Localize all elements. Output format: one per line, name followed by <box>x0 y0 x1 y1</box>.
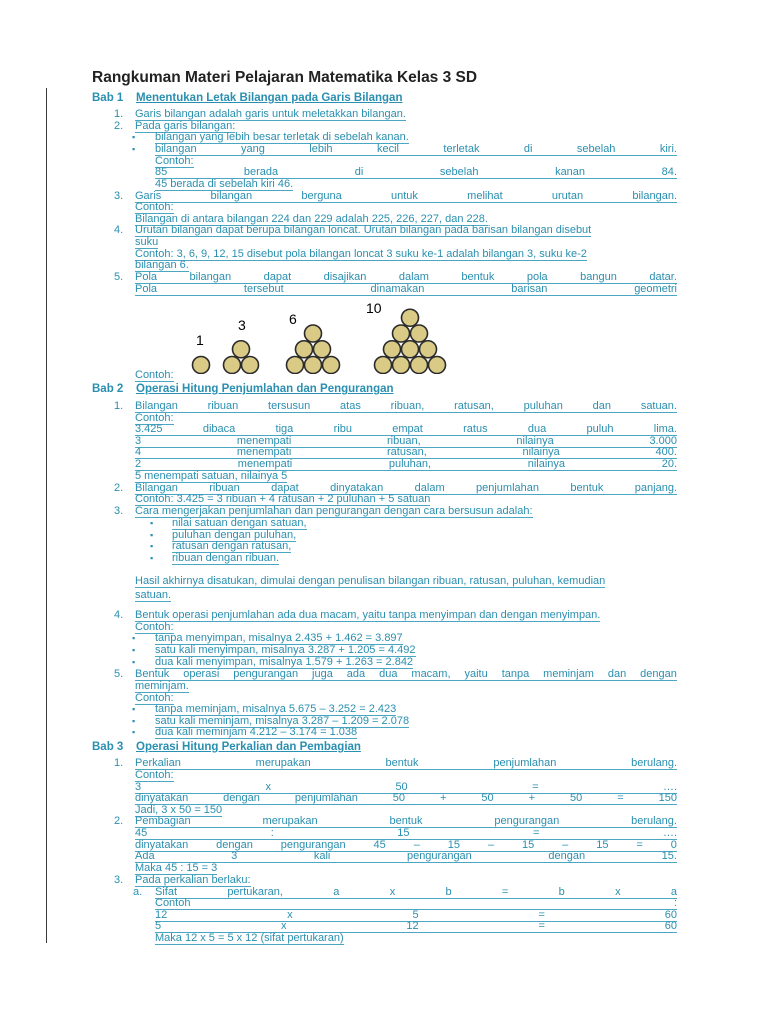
word: puluhan, <box>388 458 432 470</box>
text-line: Contoh: <box>155 155 194 167</box>
text-line: Contoh: <box>135 769 174 781</box>
ball <box>402 341 419 358</box>
text-line: suku <box>135 236 159 248</box>
chapter-title: Operasi Hitung Penjumlahan dan Pengurangan <box>136 383 394 395</box>
chapter-title: Menentukan Letak Bilangan pada Garis Bilangan <box>136 92 403 104</box>
word: dalam <box>398 271 429 283</box>
word: nilainya <box>522 446 560 458</box>
bullet-icon: ▪ <box>132 727 136 737</box>
word: kiri. <box>659 143 677 155</box>
text-line: 5 menempati satuan, nilainya 5 <box>135 470 288 482</box>
text-line: satuan. <box>135 589 172 601</box>
word: 15. <box>661 850 677 862</box>
item-number: 1. <box>114 400 124 412</box>
text-line: Pada perkalian berlaku: <box>135 874 251 886</box>
word: dengan <box>548 850 586 862</box>
word: Bentuk <box>135 668 170 680</box>
word: penjumlahan <box>476 482 539 494</box>
word: disajikan <box>323 271 367 283</box>
word: bentuk <box>461 271 495 283</box>
word: 4 <box>135 446 142 458</box>
text-line: Contoh: <box>135 412 174 424</box>
bullet-icon: ▪ <box>150 541 154 551</box>
word: kanan <box>555 166 586 178</box>
ball <box>224 357 241 374</box>
chapter-heading-bab2 <box>92 383 394 395</box>
word: untuk <box>391 190 418 202</box>
text-line: Contoh: 3.425 = 3 ribuan + 4 ratusan + 2 puluhan + 5 satuan <box>135 493 431 505</box>
item-number: 3. <box>114 874 124 886</box>
word: di <box>354 166 364 178</box>
word: penjumlahan <box>493 757 557 769</box>
word: 400. <box>655 446 677 458</box>
word: Bilangan <box>135 400 178 412</box>
word: – <box>487 839 495 851</box>
word: 15 <box>596 839 609 851</box>
word: = <box>636 839 643 851</box>
ball <box>402 309 419 326</box>
word: bangun <box>580 271 617 283</box>
word: yaitu <box>464 668 488 680</box>
word: di <box>523 143 533 155</box>
word: macam, <box>411 668 451 680</box>
text-line: Contoh: <box>135 692 174 704</box>
justified-line <box>155 143 677 156</box>
word: 0 <box>670 839 677 851</box>
word: 15 <box>447 839 461 851</box>
word: x <box>615 886 621 898</box>
word: dua <box>527 423 547 435</box>
word: a <box>333 886 340 898</box>
word: dinyatakan <box>330 482 384 494</box>
word: merupakan <box>255 757 311 769</box>
text-line: nilai satuan dengan satuan, <box>172 517 307 529</box>
text-line: meminjam. <box>135 680 189 692</box>
word: yang <box>241 143 265 155</box>
justified-line <box>135 668 677 681</box>
text-line: bilangan 6. <box>135 259 189 271</box>
ball <box>287 357 304 374</box>
word: 45 <box>135 827 148 839</box>
word: ribuan <box>207 400 239 412</box>
text-line: dua kali meminjam 4.212 – 3.174 = 1.038 <box>155 726 358 738</box>
word: + <box>528 792 536 804</box>
word: – <box>562 839 569 851</box>
text-line: Garis bilangan adalah garis untuk meletakkan bilangan. <box>135 108 406 120</box>
item-number: 2. <box>114 815 124 827</box>
item-letter: a. <box>133 886 143 898</box>
item-number: 3. <box>114 190 124 202</box>
word: pola <box>526 271 548 283</box>
word: dua <box>379 668 398 680</box>
word: x <box>287 909 293 921</box>
page-title: Rangkuman Materi Pelajaran Matematika Kelas 3 SD <box>92 69 478 86</box>
ball <box>411 357 428 374</box>
word: berguna <box>301 190 342 202</box>
word: nilainya <box>527 458 566 470</box>
word: panjang. <box>634 482 677 494</box>
word: lebih <box>309 143 333 155</box>
word: + <box>440 792 447 804</box>
word: tiga <box>275 423 294 435</box>
word: 3 <box>135 435 142 447</box>
text-line: Jadi, 3 x 50 = 150 <box>135 804 223 816</box>
item-number: 2. <box>114 482 124 494</box>
word: Perkalian <box>135 757 181 769</box>
ball <box>393 357 410 374</box>
word: 2 <box>135 458 142 470</box>
chapter-label: Bab 1 <box>92 92 124 104</box>
word: pengurangan <box>280 839 346 851</box>
bullet-icon: ▪ <box>132 633 136 643</box>
word: – <box>413 839 420 851</box>
word: : <box>673 897 677 909</box>
word: bentuk <box>389 815 423 827</box>
word: dinyatakan <box>135 839 189 851</box>
text-line: Pada garis bilangan: <box>135 120 236 132</box>
word: bilangan. <box>632 190 677 202</box>
word: ribuan <box>209 482 240 494</box>
ball <box>314 341 331 358</box>
ball-group <box>193 309 446 373</box>
word: menempati <box>236 435 292 447</box>
word: 150 <box>658 792 677 804</box>
justified-line <box>135 190 677 203</box>
chapter-heading-bab1 <box>92 92 402 104</box>
ball <box>384 341 401 358</box>
triangular-number-figure <box>180 298 500 374</box>
page-margin-line <box>46 88 47 943</box>
text-line: ribuan dengan ribuan. <box>172 552 280 564</box>
word: kali <box>313 850 331 862</box>
text-line: 45 berada di sebelah kiri 46. <box>155 178 294 190</box>
word: Pembagian <box>135 815 191 827</box>
figure-label: 10 <box>366 300 382 316</box>
word: a <box>670 886 677 898</box>
ball <box>193 357 210 374</box>
word: 15 <box>397 827 410 839</box>
item-number: 3. <box>114 505 124 517</box>
word: = <box>532 781 539 793</box>
item-number: 4. <box>114 224 124 236</box>
text-line: puluhan dengan puluhan, <box>172 529 297 541</box>
word: dapat <box>271 482 299 494</box>
word: bilangan <box>210 190 253 202</box>
bullet-icon: ▪ <box>132 704 136 714</box>
bullet-icon: ▪ <box>150 530 154 540</box>
text-line: Bilangan di antara bilangan 224 dan 229 adalah 225, 226, 227, dan 228. <box>135 213 488 225</box>
word: 50 <box>569 792 583 804</box>
justified-line <box>135 757 677 770</box>
ball <box>233 341 250 358</box>
word: operasi <box>183 668 220 680</box>
chapter-title: Operasi Hitung Perkalian dan Pembagian <box>136 741 361 753</box>
text-line: Cara mengerjakan penjumlahan dan pengurangan dengan cara bersusun adalah: <box>135 505 533 517</box>
word: ribu <box>333 423 352 435</box>
item-number: 5. <box>114 271 124 283</box>
word: dengan <box>216 839 253 851</box>
word: ribuan, <box>390 400 425 412</box>
word: x <box>280 920 287 932</box>
word: ratusan, <box>387 446 427 458</box>
word: 50 <box>395 781 408 793</box>
word: juga <box>312 668 333 680</box>
bullet-icon: ▪ <box>150 518 154 528</box>
word: sebelah <box>576 143 616 155</box>
word: barisan <box>511 283 548 295</box>
word: dengan <box>640 668 677 680</box>
text-line: Contoh: <box>135 621 174 633</box>
word: 5 <box>155 920 162 932</box>
word: = <box>538 909 545 921</box>
word: penjumlahan <box>294 792 358 804</box>
ball <box>305 357 322 374</box>
word: x <box>265 781 272 793</box>
word: ribuan, <box>387 435 421 447</box>
word: : <box>270 827 274 839</box>
word: = <box>617 792 624 804</box>
word: 12 <box>406 920 419 932</box>
chapter-label: Bab 2 <box>92 383 124 395</box>
word: puluhan <box>523 400 563 412</box>
ball <box>296 341 313 358</box>
item-number: 1. <box>114 757 124 769</box>
word: melihat <box>467 190 503 202</box>
ball <box>242 357 259 374</box>
word: Ada <box>135 850 155 862</box>
word: tanpa <box>501 668 530 680</box>
word: Garis <box>135 190 162 202</box>
word: = <box>533 827 540 839</box>
word: geometri <box>634 283 677 295</box>
word: satuan. <box>640 400 677 412</box>
word: sebelah <box>439 166 479 178</box>
word: meminjam <box>543 668 594 680</box>
word: 20. <box>661 458 677 470</box>
figure-label: 6 <box>289 311 297 327</box>
word: dapat <box>263 271 292 283</box>
ball <box>393 325 410 342</box>
word: dan <box>592 400 611 412</box>
word: Pola <box>135 271 158 283</box>
item-number: 1. <box>114 108 124 120</box>
bullet-icon: ▪ <box>132 716 136 726</box>
text-line: Hasil akhirnya disatukan, dimulai dengan penulisan bilangan ribuan, ratusan, puluhan, kemudian <box>135 575 606 587</box>
text-line: dua kali menyimpan, misalnya 1.579 + 1.263 = 2.842 <box>155 656 414 668</box>
word: atas <box>340 400 361 412</box>
word: berada <box>243 166 279 178</box>
word: 84. <box>661 166 677 178</box>
item-number: 2. <box>114 120 124 132</box>
ball <box>375 357 392 374</box>
word: = <box>538 920 545 932</box>
word: 50 <box>481 792 494 804</box>
bullet-icon: ▪ <box>150 553 154 563</box>
word: bentuk <box>570 482 604 494</box>
word: 3.425 <box>135 423 163 435</box>
word: …. <box>662 781 677 793</box>
text-line: Urutan bilangan dapat berupa bilangan loncat. Urutan bilangan pada barisan bilangan disebut <box>135 224 592 236</box>
item-number: 4. <box>114 609 124 621</box>
word: terletak <box>443 143 480 155</box>
word: Bilangan <box>135 482 178 494</box>
text-line: Contoh: 3, 6, 9, 12, 15 disebut pola bilangan loncat 3 suku ke-1 adalah bilangan 3, suku ke-2 <box>135 248 587 260</box>
word: merupakan <box>262 815 318 827</box>
word: 60 <box>664 909 677 921</box>
text-line: Maka 45 : 15 = 3 <box>135 862 218 874</box>
word: tersusun <box>268 400 311 412</box>
word: dibaca <box>202 423 236 435</box>
word: x <box>389 886 396 898</box>
word: bentuk <box>385 757 419 769</box>
word: kecil <box>376 143 399 155</box>
justified-line <box>135 283 677 296</box>
word: lima. <box>653 423 677 435</box>
word: tersebut <box>243 283 284 295</box>
word: datar. <box>649 271 677 283</box>
chapter-heading-bab3 <box>92 741 361 753</box>
word: 50 <box>392 792 406 804</box>
word: pengurangan <box>233 668 299 680</box>
text-line: Contoh: <box>135 201 174 213</box>
text-line: tanpa menyimpan, misalnya 2.435 + 1.462 = 3.897 <box>155 632 403 644</box>
word: berulang. <box>631 815 677 827</box>
ball <box>420 341 437 358</box>
word: ada <box>346 668 366 680</box>
word: b <box>445 886 452 898</box>
word: 85 <box>155 166 168 178</box>
word: Contoh <box>155 897 191 909</box>
text-line: Maka 12 x 5 = 5 x 12 (sifat pertukaran) <box>155 932 344 944</box>
bullet-icon: ▪ <box>132 132 136 142</box>
word: 12 <box>155 909 168 921</box>
text-line: ratusan dengan ratusan, <box>172 540 292 552</box>
word: bilangan <box>189 271 232 283</box>
text-line: tanpa meminjam, misalnya 5.675 – 3.252 = 2.423 <box>155 703 397 715</box>
text-line: bilangan yang lebih besar terletak di sebelah kanan. <box>155 131 409 143</box>
word: 45 <box>373 839 386 851</box>
bullet-icon: ▪ <box>132 657 136 667</box>
word: dinamakan <box>370 283 425 295</box>
word: Pola <box>135 283 158 295</box>
word: menempati <box>237 458 293 470</box>
word: ratusan, <box>454 400 494 412</box>
text-line: satu kali menyimpan, misalnya 3.287 + 1.205 = 4.492 <box>155 644 416 656</box>
word: 3 <box>231 850 238 862</box>
word: pertukaran, <box>227 886 283 898</box>
word: dinyatakan <box>135 792 189 804</box>
word: menempati <box>236 446 292 458</box>
word: pengurangan <box>406 850 472 862</box>
item-number: 5. <box>114 668 124 680</box>
chapter-label: Bab 3 <box>92 741 124 753</box>
word: pengurangan <box>494 815 560 827</box>
text-line: Bentuk operasi penjumlahan ada dua macam, yaitu tanpa menyimpan dan dengan menyimpan. <box>135 609 601 621</box>
ball <box>323 357 340 374</box>
justified-line <box>135 400 677 413</box>
bullet-icon: ▪ <box>132 645 136 655</box>
word: nilainya <box>516 435 554 447</box>
text-line: Contoh: <box>135 369 174 381</box>
word: berulang. <box>631 757 677 769</box>
text-line: satu kali meminjam, misalnya 3.287 – 1.209 = 2.078 <box>155 715 410 727</box>
bullet-icon: ▪ <box>132 144 136 154</box>
word: b <box>558 886 565 898</box>
ball <box>305 325 322 342</box>
word: puluh <box>586 423 614 435</box>
word: Sifat <box>155 886 178 898</box>
word: urutan <box>551 190 584 202</box>
word: dan <box>607 668 627 680</box>
word: bilangan <box>155 143 197 155</box>
word: 15 <box>521 839 535 851</box>
ball <box>429 357 446 374</box>
word: 5 <box>412 909 419 921</box>
figure-label: 1 <box>196 332 204 348</box>
word: 3.000 <box>649 435 677 447</box>
figure-label: 3 <box>238 317 246 333</box>
word: empat <box>392 423 423 435</box>
word: ratus <box>463 423 488 435</box>
word: dalam <box>414 482 445 494</box>
word: …. <box>662 827 677 839</box>
word: = <box>501 886 509 898</box>
word: 60 <box>664 920 677 932</box>
ball <box>411 325 428 342</box>
word: dengan <box>223 792 260 804</box>
word: 3 <box>135 781 142 793</box>
